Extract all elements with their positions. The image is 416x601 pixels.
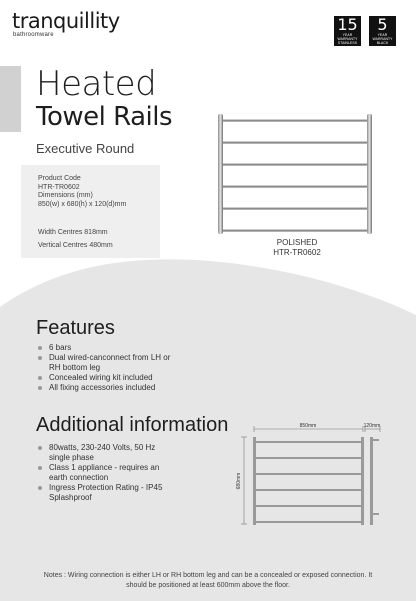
vertical-centres: Vertical Centres 480mm — [38, 241, 113, 249]
warranty-badge-black — [369, 16, 396, 46]
caption-code: HTR-TR0602 — [273, 248, 321, 257]
list-item-text: Concealed wiring kit included — [49, 373, 153, 382]
page-title-line2: Towel Rails — [36, 102, 173, 132]
list-item-text: Ingress Protection Rating - IP45 Splashproof — [49, 483, 163, 502]
bullet-icon — [38, 446, 42, 450]
features-list — [36, 343, 176, 393]
list-item-text: Class 1 appliance - requires an earth connection — [49, 463, 160, 482]
spec-panel — [21, 165, 160, 258]
list-item — [36, 373, 176, 383]
list-item — [36, 383, 176, 393]
accent-bar — [0, 66, 21, 132]
bullet-icon — [38, 356, 42, 360]
notes: Notes : Wiring connection is either LH or RH bottom leg and can be a concealed or exposed connection. It should be positioned at least 600mm above the floor. — [43, 572, 373, 589]
warranty-text: YEAR — [342, 33, 353, 37]
list-item-text: 6 bars — [49, 343, 72, 352]
dimension-diagram — [234, 419, 394, 531]
list-item — [36, 443, 176, 463]
brand-tagline: bathroomware — [13, 32, 54, 38]
additional-info-list — [36, 443, 176, 503]
bullet-icon — [38, 386, 42, 390]
bullet-icon — [38, 466, 42, 470]
finish-label: POLISHED — [276, 238, 318, 247]
warranty-years: 5 — [377, 15, 388, 34]
product-code: HTR-TR0602 — [38, 183, 80, 191]
bullet-icon — [38, 376, 42, 380]
list-item — [36, 483, 176, 503]
brand-logo — [12, 10, 120, 38]
warranty-text: BLACK — [376, 41, 389, 45]
towel-rail-image — [215, 112, 375, 237]
bullet-icon — [38, 486, 42, 490]
list-item — [36, 463, 176, 483]
page-title: Heated — [36, 64, 157, 104]
height-dimension-label: 680mm — [236, 472, 242, 490]
dimensions-label: Dimensions (mm) — [38, 192, 93, 199]
additional-info-heading: Additional information — [36, 414, 229, 436]
brand-name: tranquillity — [12, 9, 120, 33]
width-centres: Width Centres 818mm — [38, 229, 108, 236]
warranty-text: WARRANTY — [337, 37, 358, 41]
product-range: Executive Round — [36, 141, 135, 156]
list-item — [36, 353, 176, 373]
depth-dimension-label: 120mm — [363, 423, 381, 429]
warranty-text: STAINLESS — [337, 41, 358, 45]
list-item-text: All fixing accessories included — [49, 383, 156, 392]
product-caption — [258, 238, 336, 258]
width-dimension-label: 850mm — [299, 423, 317, 429]
warranty-years: 15 — [337, 15, 358, 34]
warranty-text: WARRANTY — [372, 37, 393, 41]
features-heading: Features — [36, 317, 115, 339]
product-code-label: Product Code — [38, 175, 81, 182]
list-item-text: 80watts, 230-240 Volts, 50 Hz single phase — [49, 443, 156, 462]
warranty-badge-stainless — [334, 16, 361, 46]
dimensions: 850(w) x 680(h) x 120(d)mm — [38, 200, 127, 208]
bullet-icon — [38, 346, 42, 350]
list-item-text: Dual wired-canconnect from LH or RH bottom leg — [49, 353, 171, 372]
warranty-text: YEAR — [377, 33, 388, 37]
list-item — [36, 343, 176, 353]
